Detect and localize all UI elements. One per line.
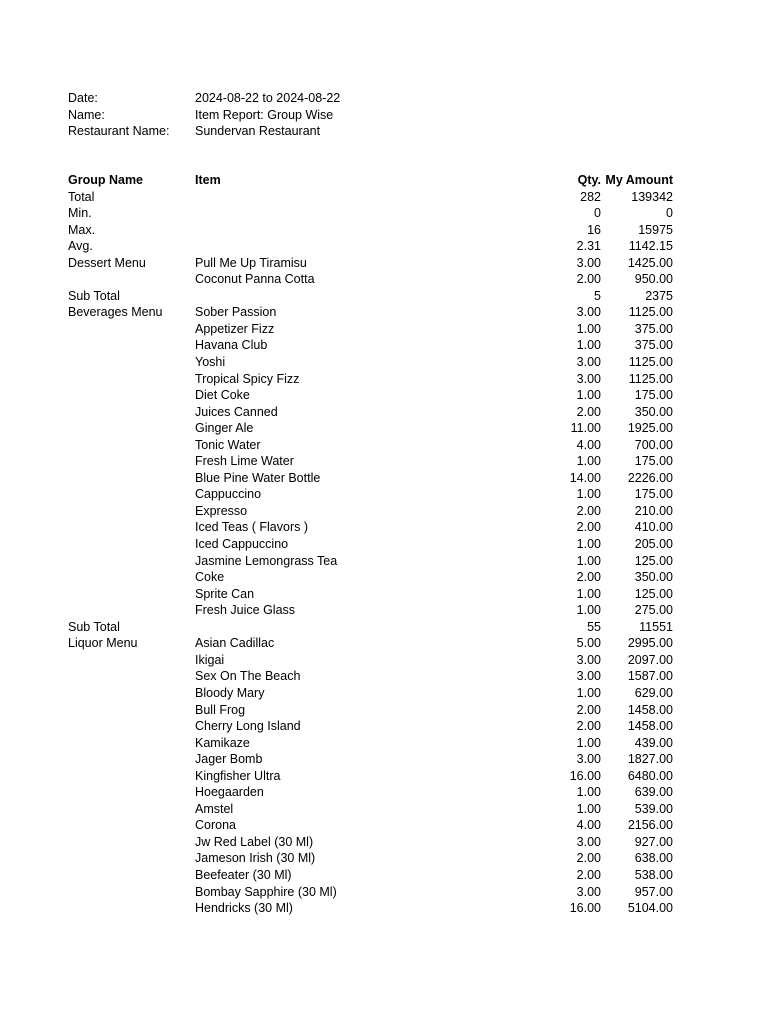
cell-amount: 175.00 (634, 487, 673, 502)
table-row (68, 900, 688, 917)
cell-item: Iced Teas ( Flavors ) (195, 520, 309, 535)
header-item: Item (195, 173, 221, 187)
cell-group-name (68, 387, 195, 404)
table-row (68, 751, 688, 768)
cell-amount: 125.00 (634, 553, 673, 568)
cell-qty: 14.00 (569, 470, 601, 485)
cell-group-name: Sub Total (68, 288, 120, 303)
cell-item (195, 189, 495, 206)
cell-qty: 16.00 (569, 768, 601, 783)
header-group-name: Group Name (68, 173, 144, 187)
table-row (68, 404, 688, 421)
cell-amount: 210.00 (634, 503, 673, 518)
table-row (68, 453, 688, 470)
table-row (68, 337, 688, 354)
cell-group-name: Total (68, 189, 95, 204)
cell-group-name (68, 652, 195, 669)
cell-group-name: Max. (68, 222, 96, 237)
cell-item: Yoshi (195, 355, 226, 370)
cell-group-name (68, 668, 195, 685)
cell-item: Ginger Ale (195, 421, 254, 436)
header-qty: Qty. (577, 173, 601, 187)
cell-group-name (68, 884, 195, 901)
cell-qty: 5.00 (576, 636, 601, 651)
cell-amount: 15975 (638, 222, 673, 237)
cell-group-name (68, 751, 195, 768)
table-row (68, 354, 688, 371)
cell-group-name (68, 850, 195, 867)
cell-amount: 700.00 (634, 437, 673, 452)
cell-group-name (68, 801, 195, 818)
table-row (68, 668, 688, 685)
table-row (68, 685, 688, 702)
cell-item: Kamikaze (195, 735, 250, 750)
cell-item: Fresh Lime Water (195, 454, 294, 469)
cell-amount: 639.00 (634, 785, 673, 800)
cell-item: Pull Me Up Tiramisu (195, 255, 307, 270)
table-row (68, 553, 688, 570)
table-row (68, 205, 688, 222)
table-row (68, 420, 688, 437)
cell-qty: 3.00 (576, 884, 601, 899)
cell-qty: 0 (594, 206, 601, 221)
cell-item: Asian Cadillac (195, 636, 275, 651)
cell-item: Appetizer Fizz (195, 321, 275, 336)
table-body (68, 189, 688, 917)
table-row (68, 801, 688, 818)
cell-amount: 1458.00 (627, 719, 673, 734)
cell-qty: 1.00 (576, 553, 601, 568)
table-row (68, 189, 688, 206)
cell-group-name (68, 553, 195, 570)
cell-qty: 1.00 (576, 537, 601, 552)
cell-item: Sex On The Beach (195, 669, 301, 684)
meta-row-restaurant (68, 123, 688, 140)
item-report-table (68, 172, 688, 917)
cell-amount: 638.00 (634, 851, 673, 866)
cell-group-name (68, 503, 195, 520)
cell-group-name: Beverages Menu (68, 305, 163, 320)
cell-amount: 410.00 (634, 520, 673, 535)
cell-item: Cappuccino (195, 487, 262, 502)
cell-qty: 1.00 (576, 735, 601, 750)
table-row (68, 817, 688, 834)
cell-amount: 205.00 (634, 537, 673, 552)
cell-item (195, 619, 495, 636)
table-row (68, 602, 688, 619)
table-row (68, 238, 688, 255)
cell-qty: 16.00 (569, 901, 601, 916)
cell-group-name (68, 271, 195, 288)
table-row (68, 536, 688, 553)
table-row (68, 288, 688, 305)
cell-group-name (68, 371, 195, 388)
cell-amount: 1425.00 (627, 255, 673, 270)
cell-amount: 950.00 (634, 272, 673, 287)
cell-item: Bloody Mary (195, 685, 265, 700)
cell-group-name (68, 900, 195, 917)
table-row (68, 702, 688, 719)
cell-amount: 11551 (639, 619, 673, 634)
table-row (68, 586, 688, 603)
cell-qty: 1.00 (576, 388, 601, 403)
cell-amount: 1827.00 (627, 752, 673, 767)
cell-item: Sprite Can (195, 586, 255, 601)
table-row (68, 652, 688, 669)
cell-group-name: Min. (68, 206, 92, 221)
cell-group-name (68, 404, 195, 421)
cell-amount: 629.00 (634, 685, 673, 700)
cell-group-name (68, 321, 195, 338)
cell-group-name: Sub Total (68, 619, 120, 634)
cell-qty: 2.00 (576, 404, 601, 419)
cell-qty: 2.00 (576, 719, 601, 734)
cell-amount: 175.00 (634, 388, 673, 403)
cell-amount: 2995.00 (627, 636, 673, 651)
cell-qty: 4.00 (576, 818, 601, 833)
cell-qty: 282 (580, 189, 601, 204)
cell-qty: 1.00 (576, 685, 601, 700)
cell-group-name (68, 685, 195, 702)
cell-amount: 957.00 (634, 884, 673, 899)
cell-item: Corona (195, 818, 236, 833)
cell-group-name (68, 602, 195, 619)
cell-qty: 3.00 (576, 255, 601, 270)
cell-group-name (68, 768, 195, 785)
cell-amount: 350.00 (634, 570, 673, 585)
table-row (68, 718, 688, 735)
cell-amount: 6480.00 (627, 768, 673, 783)
cell-qty: 1.00 (576, 603, 601, 618)
table-row (68, 735, 688, 752)
cell-group-name (68, 337, 195, 354)
cell-qty: 1.00 (576, 785, 601, 800)
cell-qty: 3.00 (576, 355, 601, 370)
cell-group-name (68, 718, 195, 735)
cell-qty: 1.00 (576, 586, 601, 601)
cell-amount: 2226.00 (627, 470, 673, 485)
cell-qty: 2.00 (576, 520, 601, 535)
cell-qty: 3.00 (576, 652, 601, 667)
cell-item: Iced Cappuccino (195, 537, 289, 552)
cell-qty: 3.00 (576, 305, 601, 320)
cell-item: Jw Red Label (30 Ml) (195, 834, 314, 849)
cell-amount: 538.00 (634, 867, 673, 882)
table-row (68, 850, 688, 867)
cell-qty: 1.00 (576, 801, 601, 816)
cell-amount: 275.00 (634, 603, 673, 618)
cell-group-name (68, 834, 195, 851)
cell-group-name (68, 453, 195, 470)
cell-amount: 439.00 (634, 735, 673, 750)
cell-amount: 2375 (645, 288, 673, 303)
cell-group-name (68, 437, 195, 454)
meta-row-name (68, 107, 688, 124)
table-row (68, 470, 688, 487)
cell-group-name (68, 420, 195, 437)
cell-amount: 175.00 (634, 454, 673, 469)
meta-label: Date: (68, 91, 98, 105)
cell-qty: 55 (587, 619, 601, 634)
table-row (68, 619, 688, 636)
report-meta (68, 90, 688, 140)
cell-amount: 5104.00 (627, 901, 673, 916)
cell-amount: 2097.00 (627, 652, 673, 667)
cell-group-name (68, 867, 195, 884)
cell-qty: 1.00 (576, 321, 601, 336)
cell-item: Coke (195, 570, 225, 585)
cell-amount: 2156.00 (627, 818, 673, 833)
table-row (68, 519, 688, 536)
cell-amount: 927.00 (634, 834, 673, 849)
cell-item: Blue Pine Water Bottle (195, 470, 321, 485)
cell-qty: 2.00 (576, 570, 601, 585)
cell-group-name (68, 586, 195, 603)
cell-group-name: Dessert Menu (68, 255, 146, 270)
cell-group-name: Liquor Menu (68, 636, 138, 651)
cell-group-name: Avg. (68, 239, 93, 254)
cell-group-name (68, 536, 195, 553)
cell-amount: 1125.00 (628, 305, 673, 320)
cell-item: Sober Passion (195, 305, 277, 320)
cell-amount: 1925.00 (627, 421, 673, 436)
cell-item: Hendricks (30 Ml) (195, 901, 293, 916)
cell-qty: 2.31 (576, 239, 601, 254)
cell-amount: 375.00 (634, 338, 673, 353)
cell-qty: 1.00 (576, 338, 601, 353)
cell-amount: 1142.15 (628, 239, 673, 254)
cell-group-name (68, 702, 195, 719)
cell-group-name (68, 784, 195, 801)
cell-amount: 375.00 (634, 321, 673, 336)
cell-amount: 1125.00 (628, 371, 673, 386)
cell-item: Diet Coke (195, 388, 250, 403)
cell-amount: 1587.00 (627, 669, 673, 684)
cell-item (195, 238, 495, 255)
cell-item (195, 205, 495, 222)
meta-label: Name: (68, 107, 105, 122)
cell-amount: 539.00 (634, 801, 673, 816)
cell-amount: 350.00 (634, 404, 673, 419)
table-row (68, 371, 688, 388)
cell-item: Tonic Water (195, 437, 261, 452)
cell-item: Kingfisher Ultra (195, 768, 281, 783)
cell-item: Beefeater (30 Ml) (195, 867, 292, 882)
cell-qty: 3.00 (576, 371, 601, 386)
cell-item: Amstel (195, 801, 234, 816)
table-row (68, 271, 688, 288)
cell-item: Bombay Sapphire (30 Ml) (195, 884, 337, 899)
cell-item: Fresh Juice Glass (195, 603, 296, 618)
table-row (68, 635, 688, 652)
cell-group-name (68, 470, 195, 487)
meta-value: 2024-08-22 to 2024-08-22 (195, 91, 341, 105)
cell-amount: 139342 (631, 189, 673, 204)
cell-qty: 5 (594, 288, 601, 303)
cell-amount: 1125.00 (628, 355, 673, 370)
cell-qty: 2.00 (576, 867, 601, 882)
cell-item: Cherry Long Island (195, 719, 301, 734)
table-row (68, 834, 688, 851)
meta-value: Sundervan Restaurant (195, 124, 321, 138)
table-row (68, 784, 688, 801)
cell-item: Jager Bomb (195, 752, 263, 767)
meta-label: Restaurant Name: (68, 124, 170, 138)
cell-qty: 3.00 (576, 834, 601, 849)
cell-item: Hoegaarden (195, 785, 264, 800)
table-row (68, 304, 688, 321)
table-row (68, 569, 688, 586)
cell-qty: 11.00 (570, 421, 601, 436)
table-row (68, 867, 688, 884)
table-row (68, 884, 688, 901)
cell-item: Coconut Panna Cotta (195, 272, 315, 287)
cell-item: Tropical Spicy Fizz (195, 371, 300, 386)
cell-group-name (68, 735, 195, 752)
cell-amount: 1458.00 (627, 702, 673, 717)
cell-item: Jasmine Lemongrass Tea (195, 553, 338, 568)
cell-item: Ikigai (195, 652, 225, 667)
table-header-row (68, 172, 688, 189)
cell-item: Juices Canned (195, 404, 278, 419)
header-amount: My Amount (605, 173, 673, 187)
cell-qty: 2.00 (576, 702, 601, 717)
cell-group-name (68, 817, 195, 834)
meta-row-date (68, 90, 688, 107)
cell-qty: 1.00 (576, 487, 601, 502)
cell-qty: 2.00 (576, 503, 601, 518)
cell-qty: 1.00 (576, 454, 601, 469)
cell-qty: 2.00 (576, 851, 601, 866)
table-row (68, 503, 688, 520)
cell-qty: 4.00 (576, 437, 601, 452)
cell-item (195, 288, 495, 305)
cell-group-name (68, 569, 195, 586)
cell-group-name (68, 486, 195, 503)
cell-item: Jameson Irish (30 Ml) (195, 851, 316, 866)
table-row (68, 437, 688, 454)
table-row (68, 222, 688, 239)
table-row (68, 321, 688, 338)
table-row (68, 486, 688, 503)
cell-item (195, 222, 495, 239)
cell-qty: 3.00 (576, 752, 601, 767)
cell-qty: 16 (587, 222, 601, 237)
table-row (68, 255, 688, 272)
cell-item: Havana Club (195, 338, 268, 353)
cell-amount: 125.00 (634, 586, 673, 601)
cell-item: Bull Frog (195, 702, 246, 717)
table-row (68, 768, 688, 785)
cell-group-name (68, 519, 195, 536)
cell-qty: 3.00 (576, 669, 601, 684)
cell-group-name (68, 354, 195, 371)
cell-amount: 0 (666, 206, 673, 221)
cell-qty: 2.00 (576, 272, 601, 287)
cell-item: Expresso (195, 503, 248, 518)
meta-value: Item Report: Group Wise (195, 107, 334, 122)
table-row (68, 387, 688, 404)
